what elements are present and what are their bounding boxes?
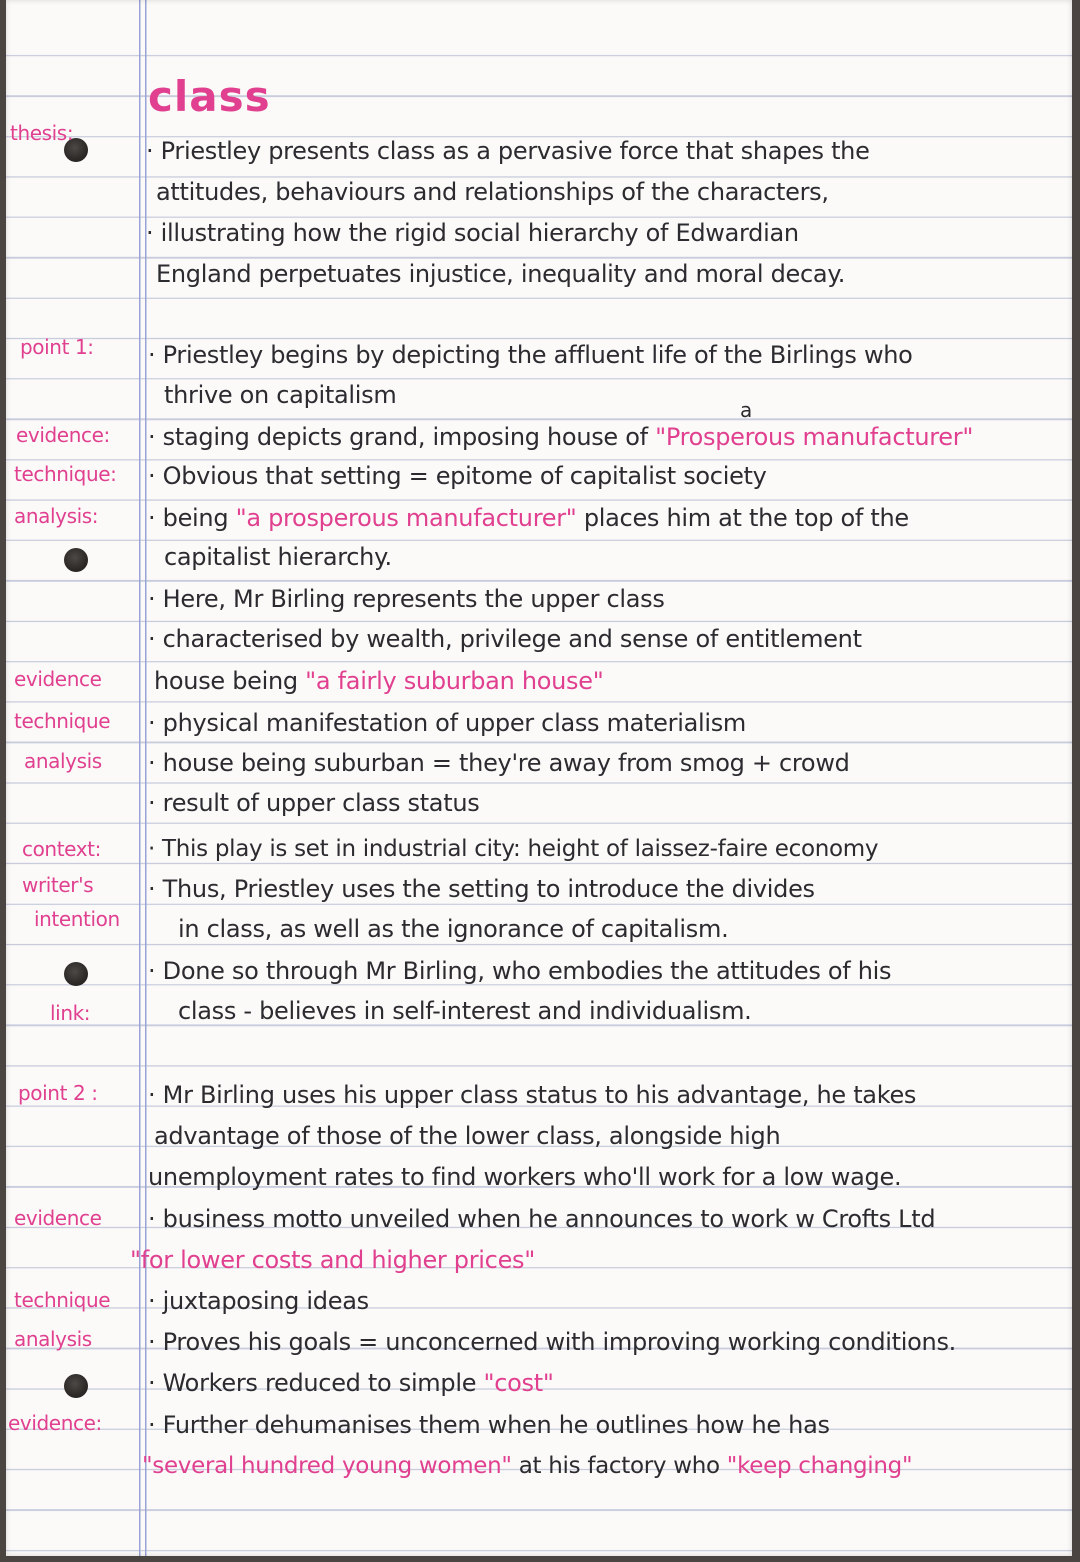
label-technique-1: technique: — [14, 462, 117, 486]
link-line-2: class - believes in self-interest and individualism. — [178, 997, 752, 1025]
punch-hole-2 — [64, 548, 88, 572]
thesis-line-1: · Priestley presents class as a pervasive force that shapes the — [146, 137, 870, 165]
evidence4-quote-1: "several hundred young women" — [142, 1453, 512, 1479]
analysis2-line-2: · result of upper class status — [148, 789, 480, 817]
page-title: class — [148, 72, 271, 121]
evidence3-quote: "for lower costs and higher prices" — [130, 1246, 535, 1274]
thesis-line-2: attitudes, behaviours and relationships of the characters, — [156, 178, 829, 206]
label-intention: intention — [34, 907, 120, 931]
label-writers: writer's — [22, 873, 94, 897]
technique2-line: · physical manifestation of upper class materialism — [148, 709, 747, 737]
label-evidence-3: evidence — [14, 1206, 102, 1230]
analysis1-line-2: capitalist hierarchy. — [164, 543, 392, 571]
thesis-line-3: · illustrating how the rigid social hierarchy of Edwardian — [146, 219, 799, 247]
label-context: context: — [22, 837, 101, 861]
label-evidence-1: evidence: — [16, 423, 110, 447]
evidence4-text: at his factory who — [511, 1453, 727, 1479]
evidence4-line-2 — [142, 1451, 912, 1481]
analysis1-quote: "a prosperous manufacturer" — [235, 504, 577, 532]
label-evidence-4: evidence: — [8, 1411, 102, 1435]
punch-hole-4 — [64, 1374, 88, 1398]
analysis2-line-1: · house being suburban = they're away from smog + crowd — [148, 749, 850, 777]
analysis1-line-3: · Here, Mr Birling represents the upper class — [148, 585, 665, 613]
evidence1-text: · staging depicts grand, imposing house of — [148, 423, 656, 451]
evidence2-quote: "a fairly suburban house" — [305, 667, 604, 695]
point2-line-3: unemployment rates to find workers who'll work for a low wage. — [148, 1163, 902, 1191]
punch-hole-3 — [64, 962, 88, 986]
insertion-mark: a — [740, 398, 753, 422]
label-point-2: point 2 : — [18, 1081, 98, 1105]
label-analysis-1: analysis: — [14, 504, 99, 528]
technique3-line: · juxtaposing ideas — [148, 1287, 369, 1315]
analysis1-line-4: · characterised by wealth, privilege and sense of entitlement — [148, 625, 862, 653]
evidence4-line-1: · Further dehumanises them when he outlines how he has — [148, 1411, 830, 1439]
analysis3-line-2 — [148, 1368, 554, 1398]
point2-line-2: advantage of those of the lower class, alongside high — [154, 1122, 781, 1150]
evidence1-quote: "Prosperous manufacturer" — [655, 423, 974, 451]
label-technique-3: technique — [14, 1288, 111, 1312]
analysis1-text-a: · being — [148, 504, 236, 532]
thesis-line-4: England perpetuates injustice, inequality and moral decay. — [156, 260, 846, 288]
analysis3-text: · Workers reduced to simple — [148, 1369, 484, 1397]
label-evidence-2: evidence — [14, 667, 102, 691]
point1-line-1: · Priestley begins by depicting the affluent life of the Birlings who — [148, 341, 913, 369]
label-point-1: point 1: — [20, 335, 94, 359]
context-line: · This play is set in industrial city: height of laissez-faire economy — [148, 836, 879, 862]
notebook-page — [6, 0, 1072, 1556]
evidence4-quote-2: "keep changing" — [726, 1453, 913, 1479]
label-link: link: — [50, 1001, 91, 1025]
evidence2-line — [154, 666, 603, 696]
writers-intention-line-2: in class, as well as the ignorance of capitalism. — [178, 915, 729, 943]
label-thesis: thesis: — [10, 121, 74, 145]
evidence3-line-1: · business motto unveiled when he announces to work w Crofts Ltd — [148, 1205, 936, 1233]
analysis3-quote: "cost" — [483, 1369, 554, 1397]
technique1-line: · Obvious that setting = epitome of capitalist society — [148, 462, 767, 490]
writers-intention-line-1: · Thus, Priestley uses the setting to introduce the divides — [148, 875, 815, 903]
link-line-1: · Done so through Mr Birling, who embodies the attitudes of his — [148, 957, 892, 985]
analysis1-text-c: places him at the top of the — [576, 504, 909, 532]
evidence1-line — [148, 422, 973, 452]
analysis3-line-1: · Proves his goals = unconcerned with improving working conditions. — [148, 1328, 956, 1356]
point1-line-2: thrive on capitalism — [164, 381, 397, 409]
analysis1-line-1 — [148, 503, 909, 533]
point2-line-1: · Mr Birling uses his upper class status to his advantage, he takes — [148, 1081, 917, 1109]
label-analysis-2: analysis — [24, 749, 102, 773]
label-analysis-3: analysis — [14, 1327, 92, 1351]
evidence2-text: house being — [154, 667, 306, 695]
label-technique-2: technique — [14, 709, 111, 733]
